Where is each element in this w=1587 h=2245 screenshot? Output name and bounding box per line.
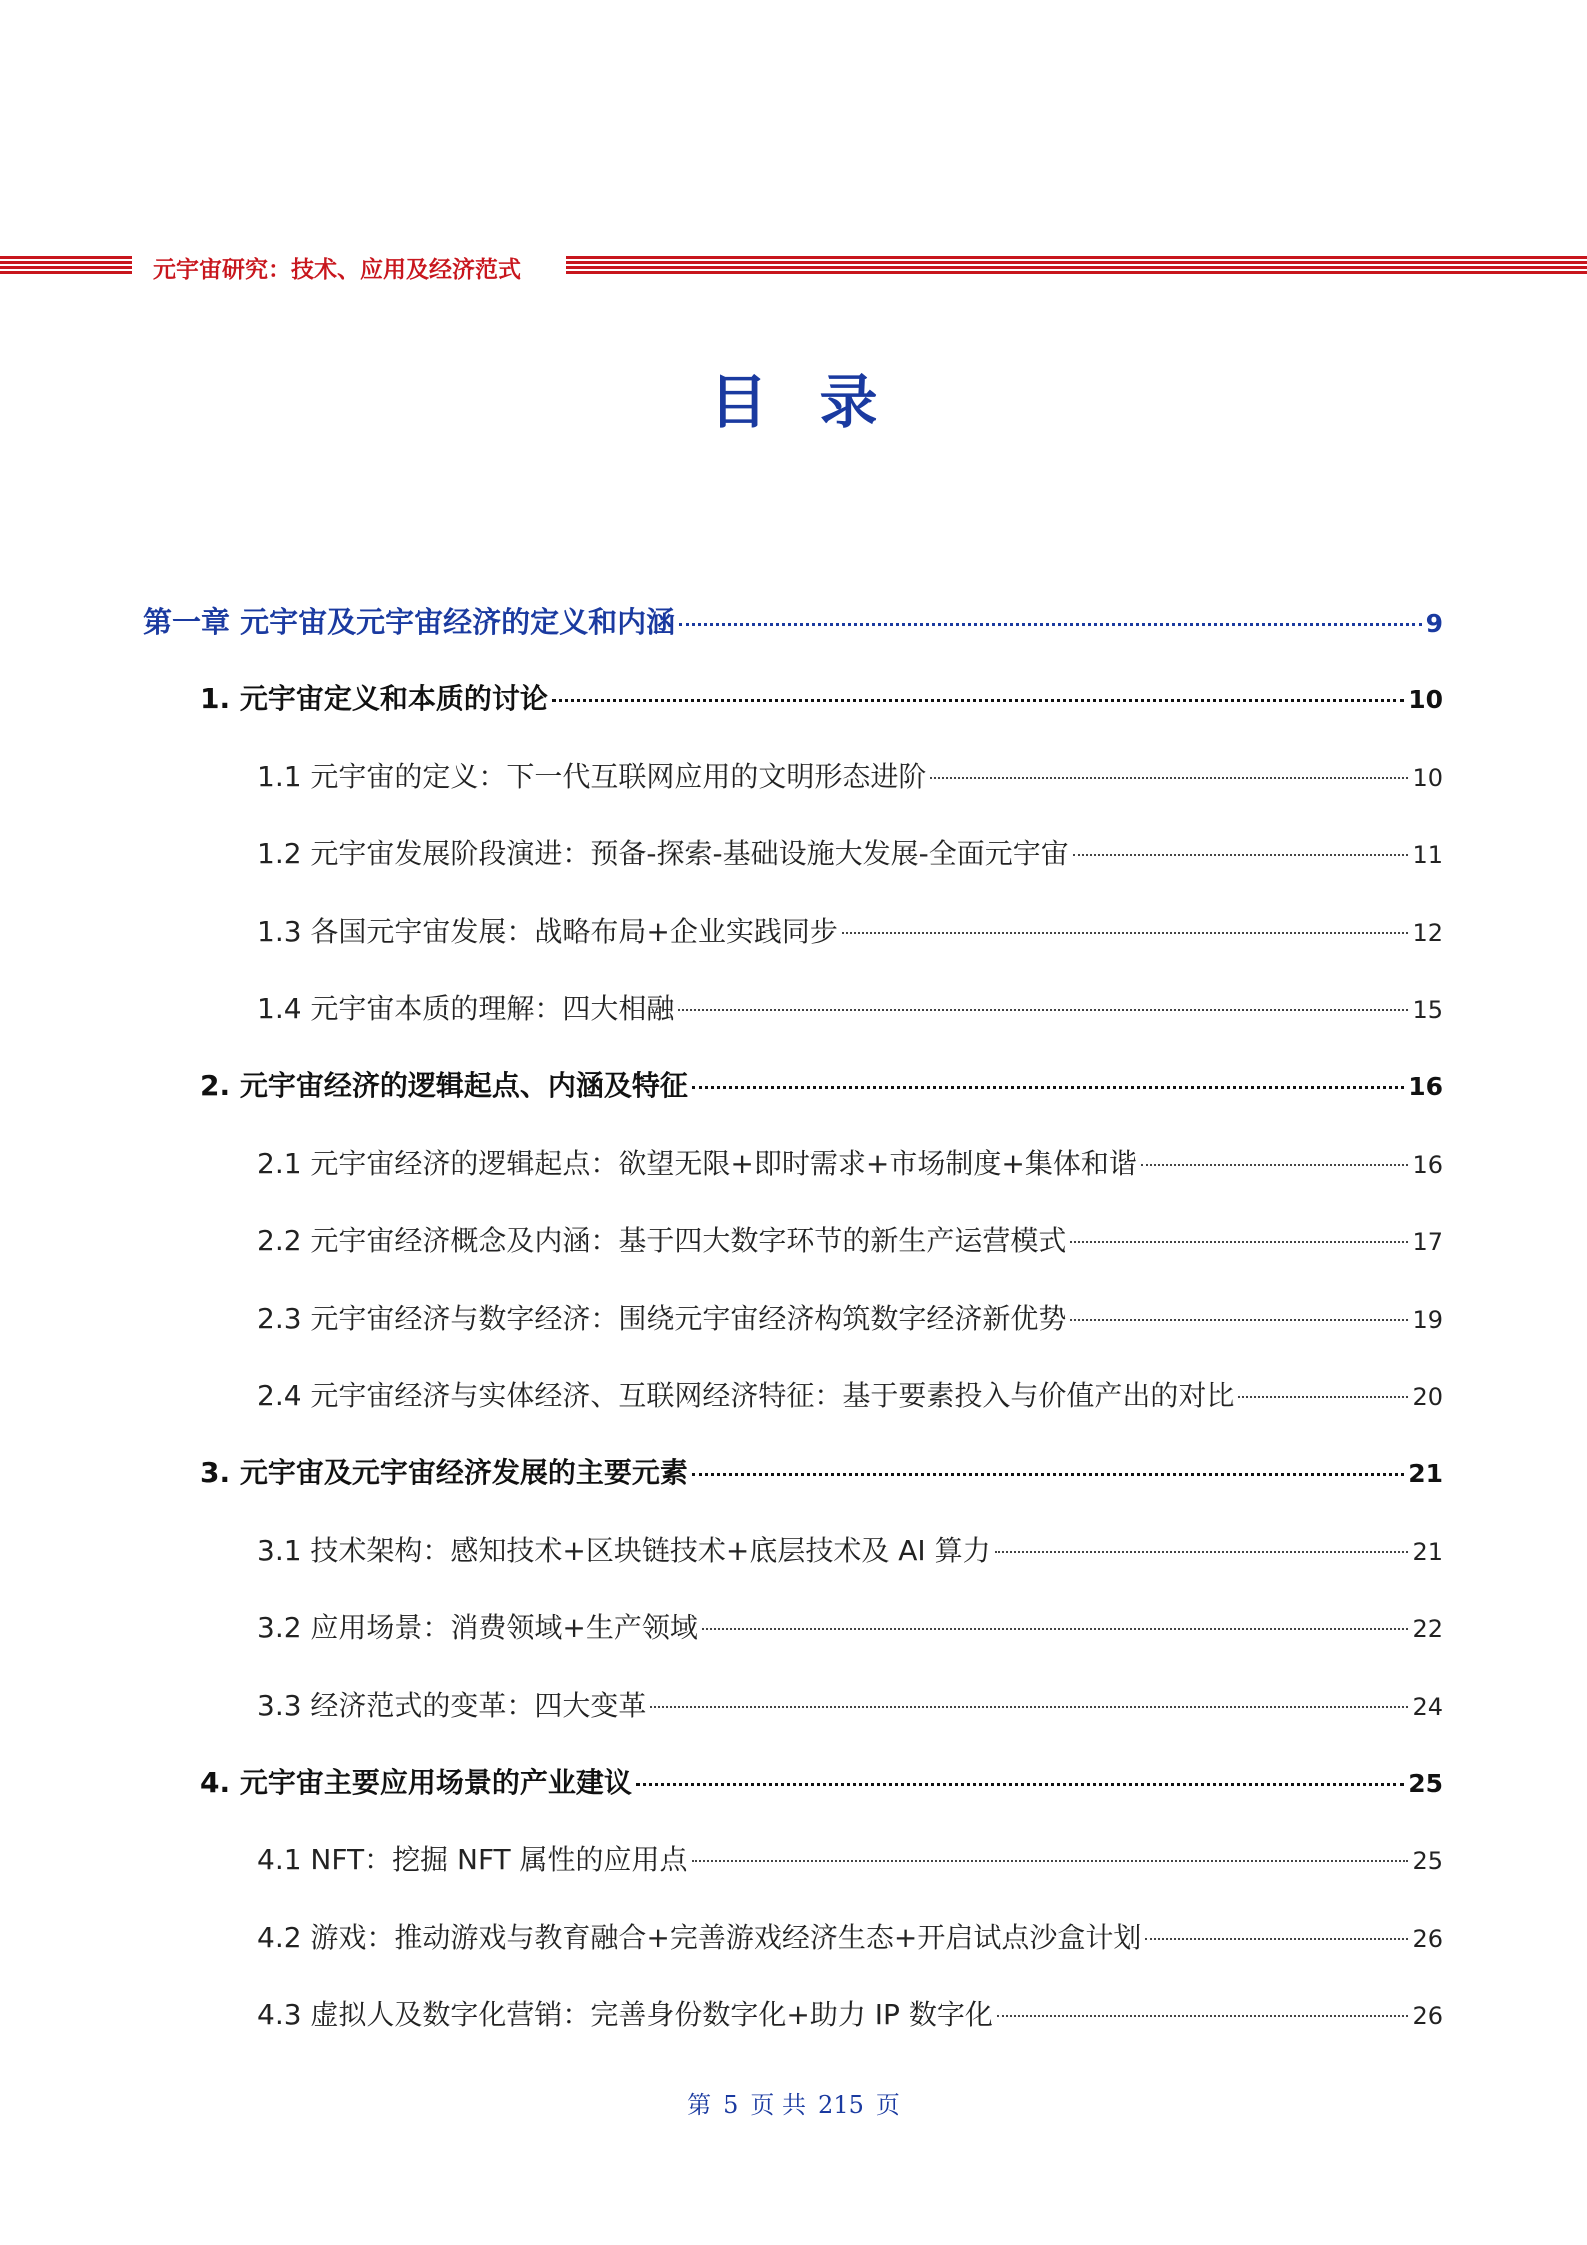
toc-entry-label: 3.3 经济范式的变革：四大变革 (257, 1689, 647, 1722)
toc-entry-label: 3.1 技术架构：感知技术+区块链技术+底层技术及 AI 算力 (257, 1534, 991, 1567)
toc-entry-label: 1.3 各国元宇宙发展：战略布局+企业实践同步 (257, 915, 838, 948)
toc-leader-dots (995, 1551, 1409, 1553)
toc-leader-dots (650, 1706, 1408, 1708)
toc-leader-dots (1070, 1241, 1408, 1243)
toc-entry-label: 2.1 元宇宙经济的逻辑起点：欲望无限+即时需求+市场制度+集体和谐 (257, 1147, 1137, 1180)
toc-entry[interactable] (257, 910, 1443, 954)
toc-entry-label: 4. 元宇宙主要应用场景的产业建议 (200, 1766, 632, 1799)
toc-entry-label: 1.1 元宇宙的定义：下一代互联网应用的文明形态进阶 (257, 760, 927, 793)
toc-entry[interactable] (200, 1451, 1443, 1495)
toc-entry[interactable] (257, 987, 1443, 1031)
toc-entry-label: 1.4 元宇宙本质的理解：四大相融 (257, 992, 675, 1025)
toc-entry-page: 16 (1412, 1151, 1443, 1179)
toc-entry-page: 22 (1412, 1615, 1443, 1643)
toc-entry-page: 24 (1412, 1693, 1443, 1721)
toc-entry[interactable] (257, 1529, 1443, 1573)
toc-leader-dots (692, 1086, 1404, 1089)
toc-entry[interactable] (257, 1606, 1443, 1650)
toc-entry[interactable] (257, 755, 1443, 799)
footer-page-number: 5 (723, 2091, 739, 2119)
toc-entry-page: 11 (1412, 841, 1443, 869)
toc-leader-dots (552, 699, 1404, 702)
toc-leader-dots (636, 1783, 1404, 1786)
footer-total-pages: 215 (818, 2091, 864, 2119)
toc-entry-page: 21 (1412, 1538, 1443, 1566)
toc-entry-label: 3.2 应用场景：消费领域+生产领域 (257, 1611, 698, 1644)
header-rule-right (566, 256, 1587, 274)
toc-entry-label: 2.2 元宇宙经济概念及内涵：基于四大数字环节的新生产运营模式 (257, 1224, 1067, 1257)
toc-entry[interactable] (200, 1761, 1443, 1805)
toc-entry-page: 10 (1412, 764, 1443, 792)
toc-entry-label: 4.3 虚拟人及数字化营销：完善身份数字化+助力 IP 数字化 (257, 1998, 993, 2031)
toc-leader-dots (1070, 1319, 1408, 1321)
toc-leader-dots (930, 777, 1408, 779)
toc-entry-label: 4.1 NFT：挖掘 NFT 属性的应用点 (257, 1843, 688, 1876)
toc-entry-label: 1.2 元宇宙发展阶段演进：预备-探索-基础设施大发展-全面元宇宙 (257, 837, 1069, 870)
toc-entry-page: 10 (1408, 685, 1443, 714)
header-title: 元宇宙研究：技术、应用及经济范式 (153, 257, 521, 283)
toc-entry[interactable] (143, 600, 1443, 644)
running-header (0, 252, 1587, 282)
toc-leader-dots (1073, 854, 1409, 856)
toc-entry-label: 2. 元宇宙经济的逻辑起点、内涵及特征 (200, 1069, 688, 1102)
toc-leader-dots (1145, 1938, 1408, 1940)
page-title: 目录 (709, 368, 930, 436)
toc-entry-page: 26 (1412, 1925, 1443, 1953)
page-footer (0, 2085, 1587, 2120)
toc-entry-page: 16 (1408, 1072, 1443, 1101)
toc-leader-dots (702, 1628, 1409, 1630)
toc-entry[interactable] (257, 832, 1443, 876)
toc-entry-page: 19 (1412, 1306, 1443, 1334)
toc-entry[interactable] (257, 1684, 1443, 1728)
toc-leader-dots (1141, 1164, 1409, 1166)
toc-entry-label: 2.3 元宇宙经济与数字经济：围绕元宇宙经济构筑数字经济新优势 (257, 1302, 1067, 1335)
toc-entry-page: 17 (1412, 1228, 1443, 1256)
toc-leader-dots (679, 623, 1421, 626)
toc-entry-label: 1. 元宇宙定义和本质的讨论 (200, 682, 548, 715)
toc-entry-label: 3. 元宇宙及元宇宙经济发展的主要元素 (200, 1456, 688, 1489)
toc-entry[interactable] (257, 1993, 1443, 2037)
footer-mid: 页 共 (750, 2091, 807, 2119)
toc-leader-dots (842, 932, 1409, 934)
toc-entry-page: 21 (1408, 1459, 1443, 1488)
toc-entry-page: 20 (1412, 1383, 1443, 1411)
toc-entry[interactable] (257, 1219, 1443, 1263)
toc-entry-page: 25 (1408, 1769, 1443, 1798)
toc-entry-page: 9 (1425, 609, 1443, 638)
footer-prefix: 第 (687, 2091, 712, 2119)
toc-entry-label: 4.2 游戏：推动游戏与教育融合+完善游戏经济生态+开启试点沙盒计划 (257, 1921, 1142, 1954)
toc-leader-dots (997, 2015, 1409, 2017)
toc-entry-page: 12 (1412, 919, 1443, 947)
toc-entry-label: 2.4 元宇宙经济与实体经济、互联网经济特征：基于要素投入与价值产出的对比 (257, 1379, 1235, 1412)
toc-entry[interactable] (257, 1374, 1443, 1418)
toc-leader-dots (678, 1009, 1408, 1011)
toc-entry[interactable] (200, 677, 1443, 721)
toc-entry[interactable] (257, 1142, 1443, 1186)
header-rule-left (0, 256, 132, 274)
toc-entry-page: 26 (1412, 2002, 1443, 2030)
toc-entry[interactable] (257, 1916, 1443, 1960)
toc-entry[interactable] (257, 1838, 1443, 1882)
toc-entry[interactable] (257, 1297, 1443, 1341)
toc-entry-page: 25 (1412, 1847, 1443, 1875)
toc-leader-dots (692, 1473, 1404, 1476)
footer-suffix: 页 (875, 2091, 900, 2119)
toc-entry[interactable] (200, 1064, 1443, 1108)
toc-leader-dots (692, 1860, 1409, 1862)
toc-leader-dots (1238, 1396, 1408, 1398)
toc-entry-label: 第一章 元宇宙及元宇宙经济的定义和内涵 (143, 605, 676, 639)
toc-entry-page: 15 (1412, 996, 1443, 1024)
